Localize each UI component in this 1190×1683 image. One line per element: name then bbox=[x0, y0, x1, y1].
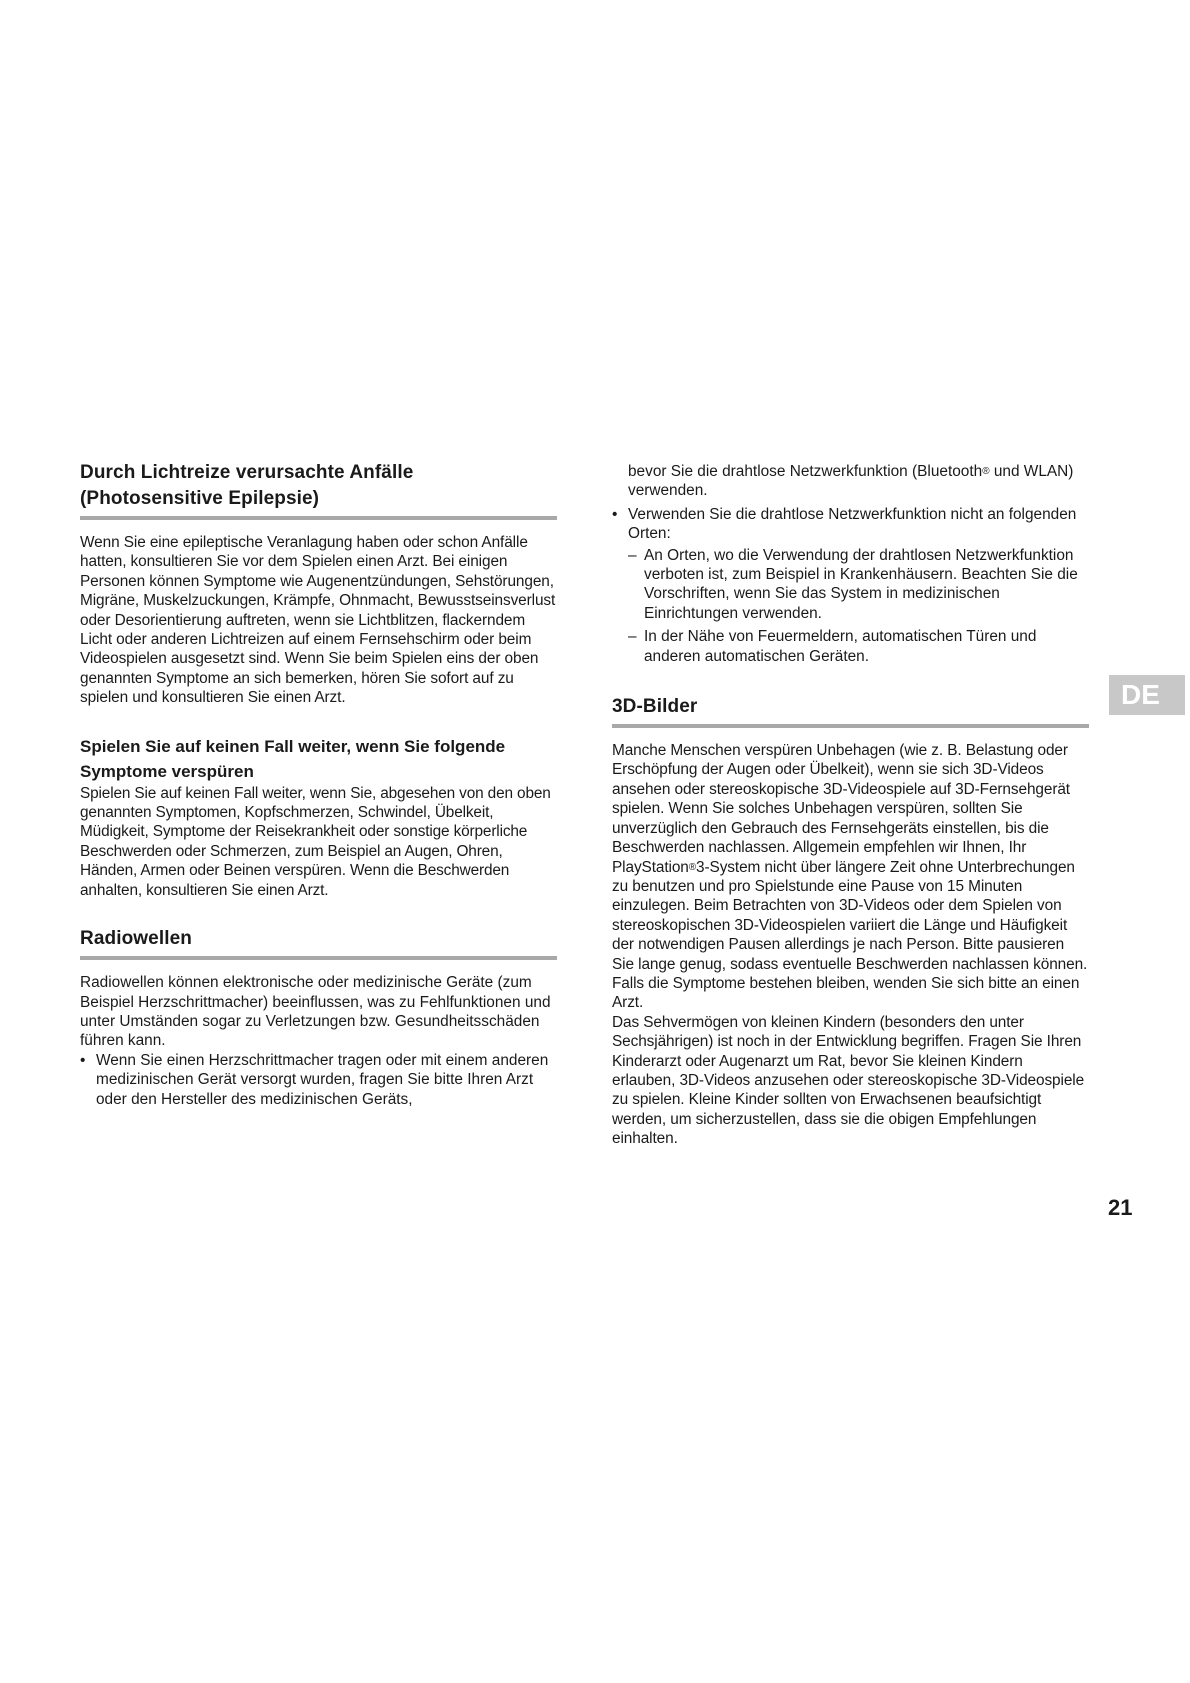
radio-waves-bullet-list bbox=[80, 1051, 557, 1109]
registered-mark-playstation: ® bbox=[688, 861, 697, 873]
stop-playing-paragraph: Spielen Sie auf keinen Fall weiter, wenn Sie, abgesehen von den oben genannten Symptomen, Kopfschmerzen, Schwindel, Übelkeit, Müdigkeit, Symptome der Reisekrankheit oder sonstige körperliche Beschwerden oder Schmerzen, zum Beispiel an Augen, Ohren, Händen, Armen oder Beinen verspüren. Wenn die Beschwerden anhalten, konsultieren Sie einen Arzt. bbox=[80, 784, 551, 899]
wireless-bullet-list bbox=[612, 505, 1089, 544]
section-heading-3d-images: 3D-Bilder bbox=[612, 694, 1089, 728]
location-dash-list bbox=[612, 546, 1089, 666]
list-item-pacemaker: • Wenn Sie einen Herzschrittmacher tragen oder mit einem anderen medizinischen Gerät versorgt wurden, fragen Sie bitte Ihren Arzt oder den Hersteller des medizinischen Geräts, bbox=[80, 1051, 557, 1109]
radio-waves-paragraph: Radiowellen können elektronische oder medizinische Geräte (zum Beispiel Herzschrittmacher) beeinflussen, was zu Fehlfunktionen und unter Umständen sogar zu Verletzungen bzw. Gesundheitsschäden führen kann. bbox=[80, 974, 551, 1050]
list-item-hospitals: – An Orten, wo die Verwendung der drahtlosen Netzwerkfunktion verboten ist, zum Beispiel in Krankenhäusern. Beachten Sie die Vorschriften, wenn Sie das System in medizinischen Einrichtungen verwenden. bbox=[612, 546, 1089, 624]
right-column bbox=[612, 462, 1089, 1149]
3d-images-paragraph-1 bbox=[612, 741, 1089, 1013]
3d-images-paragraph-2: Das Sehvermögen von kleinen Kindern (besonders den unter Sechsjährigen) ist noch in der Entwicklung begriffen. Fragen Sie Ihren Kinderarzt oder Augenarzt um Rat, bevor Sie kleinen Kindern erlauben, 3D-Videos anzusehen oder stereoskopische 3D-Videospiele zu spielen. Kleine Kinder sollten von Erwachsenen beaufsichtigt werden, um sicherzustellen, dass sie die obigen Empfehlungen einhalten. bbox=[612, 1013, 1085, 1148]
list-item-wireless-locations bbox=[612, 505, 1089, 544]
language-tab-de: DE bbox=[1109, 675, 1185, 715]
registered-mark: ® bbox=[982, 466, 990, 477]
3d-text-after: 3-System nicht über längere Zeit ohne Unterbrechungen zu benutzen und pro Spielstunde eine Pause von 15 Minuten einzulegen. Beim Betrachten von 3D-Videos oder dem Spielen von stereoskopischen 3D-Videospielen variiert die Länge und Häufigkeit der notwendigen Pausen allerdings je nach Person. Bitte pausieren Sie lange genug, sodass eventuelle Beschwerden nachlassen können. Falls die Symptome bestehen bleiben, wenden Sie sich bitte an einen Arzt. bbox=[612, 858, 1088, 1012]
subsection-heading-stop-playing: Spielen Sie auf keinen Fall weiter, wenn Sie folgende Symptome verspüren bbox=[80, 736, 506, 781]
page-number: 21 bbox=[1108, 1195, 1133, 1220]
continuation-text-after: und WLAN) verwenden. bbox=[628, 463, 1074, 500]
3d-text-before: Manche Menschen verspüren Unbehagen (wie z. B. Belastung oder Erschöpfung der Augen oder Übelkeit), wenn sie sich 3D-Videos ansehen oder stereoskopische 3D-Videospiele auf 3D-Fernsehgerät spielen. Wenn Sie solches Unbehagen verspüren, sollten Sie unverzüglich den Gebrauch des Fernsehgeräts einstellen, bis die Beschwerden nachlassen. Allgemein empfehlen wir Ihnen, Ihr PlayStation bbox=[612, 742, 1070, 876]
list-item-fire-alarms: – In der Nähe von Feuermeldern, automatischen Türen und anderen automatischen Geräten. bbox=[612, 627, 1089, 666]
wireless-locations-text: Verwenden Sie die drahtlose Netzwerkfunktion nicht an folgenden Orten: bbox=[628, 505, 1077, 543]
section-heading-radio-waves: Radiowellen bbox=[80, 926, 557, 960]
continuation-text-before: bevor Sie die drahtlose Netzwerkfunktion (Bluetooth bbox=[628, 463, 983, 480]
left-column bbox=[80, 460, 557, 1109]
epilepsy-paragraph: Wenn Sie eine epileptische Veranlagung haben oder schon Anfälle hatten, konsultieren Sie vor dem Spielen einen Arzt. Bei einigen Personen können Symptome wie Augenentzündungen, Sehstörungen, Migräne, Muskelzuckungen, Krämpfe, Ohnmacht, Bewusstseinsverlust oder Desorientierung auftreten, wenn sie Lichtblitzen, flackerndem Licht oder anderen Lichtreizen auf einem Fernsehschirm oder beim Videospielen ausgesetzt sind. Wenn Sie beim Spielen eins der oben genannten Symptome an sich bemerken, hören Sie sofort auf zu spielen und konsultieren Sie einen Arzt. bbox=[80, 534, 556, 707]
pacemaker-continuation bbox=[612, 462, 1089, 501]
section-heading-photosensitive-epilepsy: Durch Lichtreize verursachte Anfälle (Photosensitive Epilepsie) bbox=[80, 460, 557, 520]
